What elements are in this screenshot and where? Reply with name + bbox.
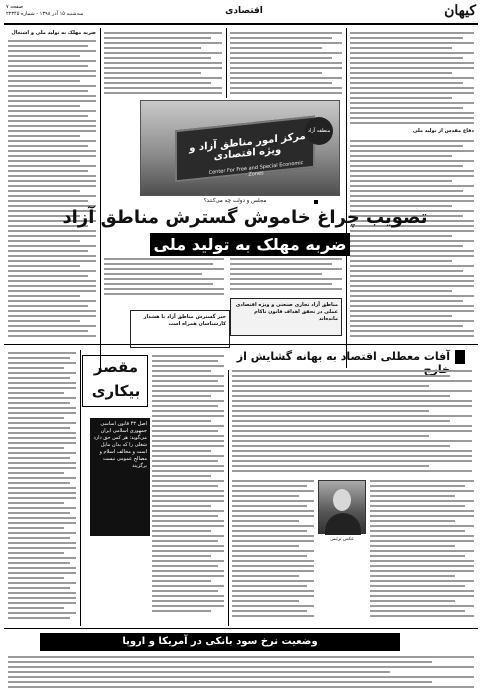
masthead [4, 3, 478, 25]
free-zone-photo [140, 100, 340, 196]
text-column [8, 40, 96, 340]
issue-date: سه‌شنبه ۱۵ آذر ۱۳۹۸ - شماره ۲۲۳۴۵ [6, 10, 84, 17]
column-heading: دفاع مقدس از تولید ملی [412, 128, 474, 134]
highlight-box: اصل ۴۳ قانون اساسی جمهوری اسلامی ایران می‌گوید: هر کس حق دارد شغلی را که بدان مایل است و مخالف اسلام و مصالح عمومی نیست برگزیند [90, 418, 150, 536]
text-column [104, 32, 222, 97]
text-column [8, 352, 76, 622]
text-column [232, 370, 472, 475]
text-column [232, 480, 314, 620]
sign-text: مرکز امور مناطق آزاد و ویژه اقتصادی [189, 130, 306, 163]
opinion-title-line2: بیکاری [91, 382, 141, 400]
lower-headline: آفات معطلی اقتصاد به بهانه گشایش از [236, 350, 450, 363]
pull-quote: خبر گسترش مناطق آزاد با هشدار کارشناسان همراه است [130, 310, 230, 348]
column-divider [346, 28, 347, 368]
text-column [230, 32, 342, 97]
newspaper-logo: کیهان [444, 3, 476, 19]
text-column [152, 355, 224, 615]
text-column [350, 140, 474, 340]
text-column [8, 656, 474, 691]
portrait-photo [318, 480, 366, 534]
bottom-headline-banner: وضعیت نرخ سود بانکی در آمریکا و اروپا [40, 633, 400, 651]
portrait-face [333, 489, 351, 511]
opinion-title-line1: مقصر [93, 358, 139, 376]
headline-marker [455, 350, 465, 364]
section-divider [4, 628, 478, 629]
section-divider [4, 344, 478, 345]
column-divider [80, 350, 81, 626]
text-column [370, 480, 474, 620]
opinion-title-box [82, 355, 148, 407]
column-divider [228, 370, 229, 626]
portrait-body [325, 513, 361, 535]
column-heading: ضربه مهلک به تولید ملی و اشتغال [11, 30, 96, 36]
pull-quote: مناطق آزاد تجاری صنعتی و ویژه اقتصادی عملی در تحقق اهداف قانون ناکام مانده‌اند [230, 298, 342, 336]
issue-info [6, 4, 156, 17]
column-divider [100, 28, 101, 368]
sign-text-english: Center For Free and Special Economic Zones [208, 160, 304, 178]
column-divider [226, 28, 227, 98]
sub-headline: ضربه مهلک به تولید ملی [150, 233, 350, 256]
text-column [230, 258, 342, 293]
page-label: صفحه ۷ [6, 4, 23, 10]
free-zone-badge: منطقه آزاد [305, 117, 333, 145]
main-headline: تصویب چراغ خاموش گسترش مناطق آزاد [62, 207, 428, 228]
text-column [350, 32, 474, 127]
portrait-caption: عکس تزئینی [330, 537, 354, 542]
photo-caption: مجلس و دولت چه می‌کنند؟ [160, 198, 310, 204]
text-column [104, 258, 224, 298]
section-title: اقتصادی [225, 6, 263, 16]
